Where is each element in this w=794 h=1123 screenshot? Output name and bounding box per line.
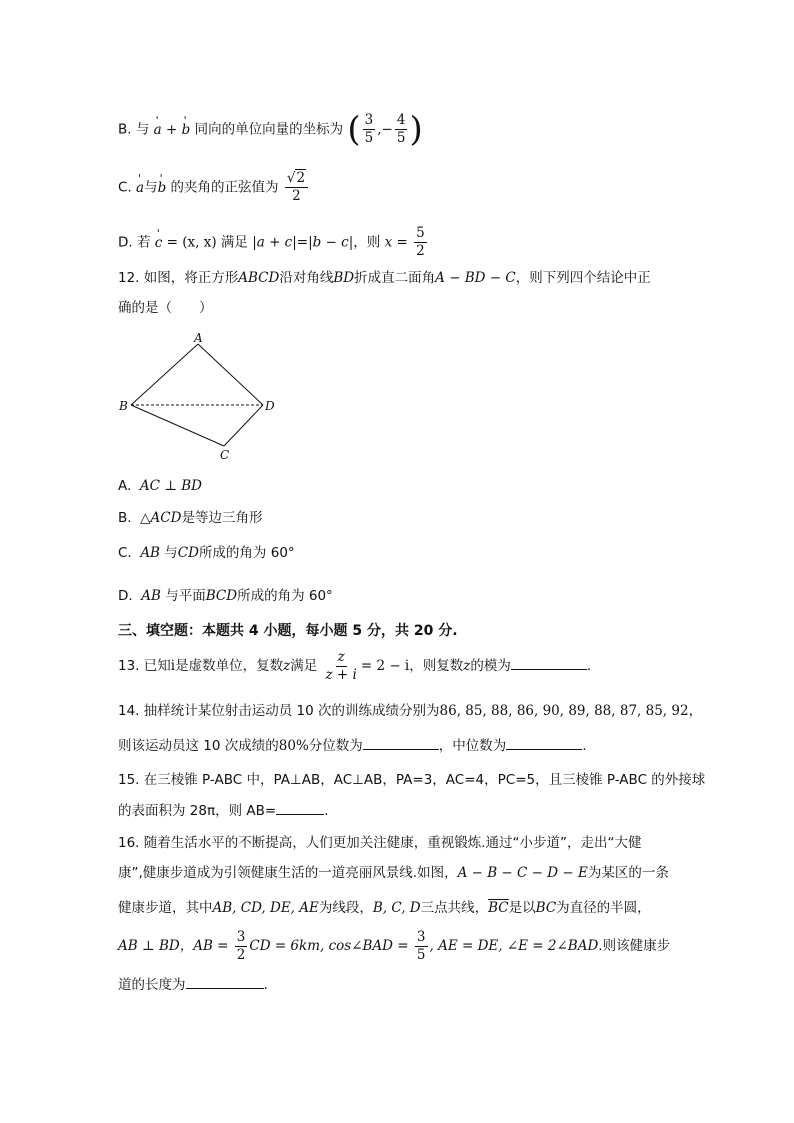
label-a: A: [194, 331, 203, 345]
question-12-line2: 确的是（ ）: [118, 300, 213, 316]
question-16-line2: 康”,健康步道成为引领健康生活的一道亮丽风景线.如图，A − B − C − D − E为某区的一条: [118, 865, 669, 881]
question-16-line5: 道的长度为 .: [118, 977, 268, 993]
q14-median-blank[interactable]: [506, 736, 582, 750]
edge-bc: [131, 405, 224, 446]
label-c: C: [220, 448, 230, 462]
question-16-line4: AB ⊥ BD，AB = $\frac{3}{2}$ CD = 6km, cos∠BAD = $\frac{3}{5}$ , AE = DE, ∠E = 2∠BAD.则该健康步: [118, 928, 671, 963]
question-14-line1: 14. 抽样统计某位射击运动员 10 次的训练成绩分别为86, 85, 88, 86, 90, 89, 88, 87, 85, 92，: [118, 703, 703, 719]
question-14-line2: 则该运动员这 10 次成绩的80%分位数为 ，中位数为 .: [118, 738, 587, 754]
q12-option-b: B. △ACD是等边三角形: [118, 510, 263, 526]
q13-answer-blank[interactable]: [511, 656, 587, 670]
question-16-line3: 健康步道，其中AB, CD, DE, AE为线段，B, C, D三点共线，$\overline{BC}$是以BC为直径的半圆，: [118, 900, 651, 916]
q12-option-d: D. AB 与平面BCD所成的角为 60°: [118, 588, 333, 604]
section-heading: 三、填空题：本题共 4 小题，每小题 5 分，共 20 分.: [118, 623, 458, 639]
q12-option-a: A. AC ⊥ BD: [118, 478, 202, 494]
question-16-line1: 16. 随着生活水平的不断提高，人们更加关注健康，重视锻炼.通过“小步道”，走出“大健: [118, 835, 642, 851]
option-b: B. 与 ' a + ' b 同向的单位向量的坐标为 ( $\frac{3}{5}$ ,− $\frac{4}{5}$ ): [118, 112, 423, 147]
folded-square-figure: [115, 330, 285, 462]
q16-answer-blank[interactable]: [186, 975, 264, 989]
option-d: D. 若 ' c = (x, x) 满足 |a + c|=|b − c|，则 x = $\frac{5}{2}$: [118, 225, 429, 260]
edge-ab: [131, 344, 198, 405]
q14-percentile-blank[interactable]: [363, 736, 439, 750]
option-c: C. ' a与' b 的夹角的正弦值为 $\frac{√2}{2}$: [118, 170, 310, 205]
edge-ad: [198, 344, 263, 405]
question-15-line2: 的表面积为 28π，则 AB= .: [118, 803, 329, 819]
label-d: D: [265, 399, 275, 413]
question-15-line1: 15. 在三棱锥 P-ABC 中，PA⊥AB，AC⊥AB，PA=3，AC=4，PC=5，且三棱锥 P-ABC 的外接球: [118, 772, 706, 788]
question-13: 13. 已知i是虚数单位，复数z满足 $\frac{z}{z + i}$ = 2 − i，则复数z的模为 .: [118, 648, 592, 683]
question-12-line1: 12. 如图，将正方形ABCD沿对角线BD折成直二面角A − BD − C，则下列四个结论中正: [118, 270, 651, 286]
label-b: B: [119, 399, 128, 413]
q15-answer-blank[interactable]: [276, 801, 324, 815]
q12-option-c: C. AB 与CD所成的角为 60°: [118, 545, 295, 561]
edge-cd: [224, 405, 263, 446]
